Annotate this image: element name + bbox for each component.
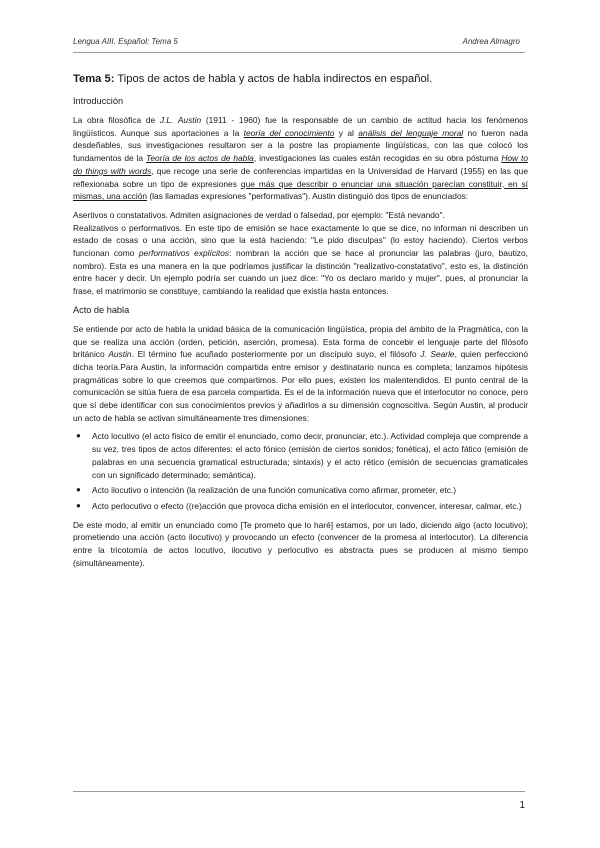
- list-item-text: Acto locutivo (el acto físico de emitir el enunciado, como decir, pronunciar, etc.). Actividad compleja que comprende a su vez, tres tipos de actos diferentes: el acto fónico (emisión de ciertos sonidos; fonética), el acto fático (emisión de palabras en una secuencia gramatical estructurada; sintaxis) y el acto rético (emisión de secuencias gramaticales con un significado determinado; semántica).: [92, 431, 528, 480]
- title-text: Tipos de actos de habla y actos de habla indirectos en español.: [114, 73, 433, 85]
- text-run: (1911 - 1960) fue la responsable de un cambio de actitud hacia los fenómenos lingüísticos. Aunque sus aportaciones a la: [73, 115, 528, 138]
- text-run: Realizativos o performativos. En este tipo de emisión se hace exactamente lo que se dice, no informan ni describen un estado de cosas o una acción, sino que la está haciendo: "Le pido disculpas" (lo estoy haciendo). Ciertos verbos funcionan como: [73, 222, 528, 259]
- link-teoria-actos-habla[interactable]: Teoría de los actos de habla: [146, 153, 254, 164]
- bullet-icon: ●: [76, 431, 81, 441]
- link-teoria-conocimiento[interactable]: teoría del conocimiento: [243, 127, 335, 138]
- text-run: (las llamadas expresiones "performativas"). Austin distinguió dos tipos de enunciados:: [147, 191, 469, 202]
- text-run: , que recoge una serie de conferencias impartidas en la Universidad de Harvard (1955) en las que reflexionaba sobre un tipo de expresiones: [73, 165, 528, 189]
- section-heading-introduccion: Introducción: [73, 96, 124, 106]
- list-item: [73, 430, 528, 481]
- document-title: [73, 72, 528, 87]
- acto-paragraph-2: De este modo, al emitir un enunciado como [Te prometo que lo haré] estamos, por un lado, diciendo algo (acto locutivo); prometiendo una acción (acto ilocutivo) y provocando un efecto (convencer de la promesa al interlocutor). La diferencia entre la tricotomía de actos locutivo, ilocutivo y perlocutivo es abstracta pues se producen al mismo tiempo (simultáneamente).: [73, 519, 528, 568]
- header-divider: [73, 52, 525, 53]
- author-name: J.L. Austin: [159, 115, 202, 125]
- list-item: [73, 500, 528, 513]
- emphasis-performativos: performativos explícitos: [138, 248, 230, 259]
- section-heading-acto-de-habla: Acto de habla: [73, 304, 130, 315]
- document-body: [73, 72, 528, 570]
- link-expresiones-performativas[interactable]: que más que describir o enunciar una situación parecían constituir, en sí mismas, una acción: [73, 178, 528, 202]
- acto-paragraph-1: [73, 323, 528, 425]
- header-course: Lengua AIII. Español: Tema 5: [73, 37, 178, 46]
- link-how-to-do-things[interactable]: How to do things with words: [73, 153, 528, 176]
- title-prefix: Tema 5:: [73, 73, 115, 85]
- text-run: La obra filosófica de: [73, 115, 160, 125]
- page-number: 1: [519, 800, 525, 811]
- list-item: [73, 484, 528, 497]
- text-run: , quien perfeccionó dicha teoría.Para Austin, la información compartida entre emisor y destinatario nunca es completa; lanzamos hipótesis pragmáticas sobre lo que creemos que compartimos. Por ello pues, existen los malentendidos. El punto central de la comunicación se sitúa fuera de esa parcela compartida. Es el de la información nueva que el interlocutor no conoce, pero que sí debe identificar con sus conocimientos previos y añadirlos a su dimensión cognoscitiva. Según Austin, al producir un acto de habla se activan simultáneamente tres dimensiones:: [73, 349, 528, 423]
- text-run: , investigaciones las cuales están recogidas en su obra póstuma: [253, 153, 502, 164]
- footer-divider: [73, 791, 525, 792]
- list-item-text: Acto perlocutivo o efecto ((re)acción que provoca dicha emisión en el interlocutor, convencer, interesar, calmar, etc.): [92, 500, 522, 511]
- emphasis-austin: Austin: [108, 349, 132, 360]
- text-run: y al: [334, 127, 359, 138]
- emphasis-searle: J. Searle: [420, 349, 455, 360]
- intro-paragraph-asertivos: Asertivos o constatativos. Admiten asignaciones de verdad o falsedad, por ejemplo: "Está nevando".: [73, 209, 445, 220]
- intro-paragraph-1: [73, 114, 528, 203]
- dimensions-list: [73, 430, 528, 512]
- text-run: . El término fue acuñado posteriormente por un discípulo suyo, el filósofo: [131, 349, 421, 360]
- text-run: : nombran la acción que se hace al pronunciar las palabras (juro, bautizo, nombro). Esta es una manera en la que podríamos justificar la distinción "realizativo-constatativo", esto es, la distinción entre hacer y decir. Un ejemplo podría ser cuando un juez dice: "Yo os declaro marido y mujer", pues, al pronunciar la frase, el matrimonio se constituye, cambiando la realidad que existía hasta entonces.: [73, 248, 528, 297]
- bullet-icon: ●: [76, 485, 81, 495]
- intro-paragraph-realizativos: [73, 222, 528, 298]
- text-run: no fueron nada desdeñables, sus investigaciones resultaron ser a la postre las propiamente lingüísticas, con las que colocó los fundamentos de la: [73, 127, 529, 164]
- header-author: Andrea Almagro: [462, 37, 520, 46]
- list-item-text: Acto ilocutivo o intención (la realización de una función comunicativa como afirmar, prometer, etc.): [92, 485, 457, 496]
- bullet-icon: ●: [76, 500, 81, 510]
- text-run: Se entiende por acto de habla la unidad básica de la comunicación lingüística, propia del ámbito de la Pragmática, con la que se realiza una acción (orden, petición, aserción, promesa). Esta forma de concebir el lenguaje parte del filósofo británico: [73, 323, 528, 360]
- link-analisis-lenguaje-moral[interactable]: análisis del lenguaje moral: [358, 127, 464, 138]
